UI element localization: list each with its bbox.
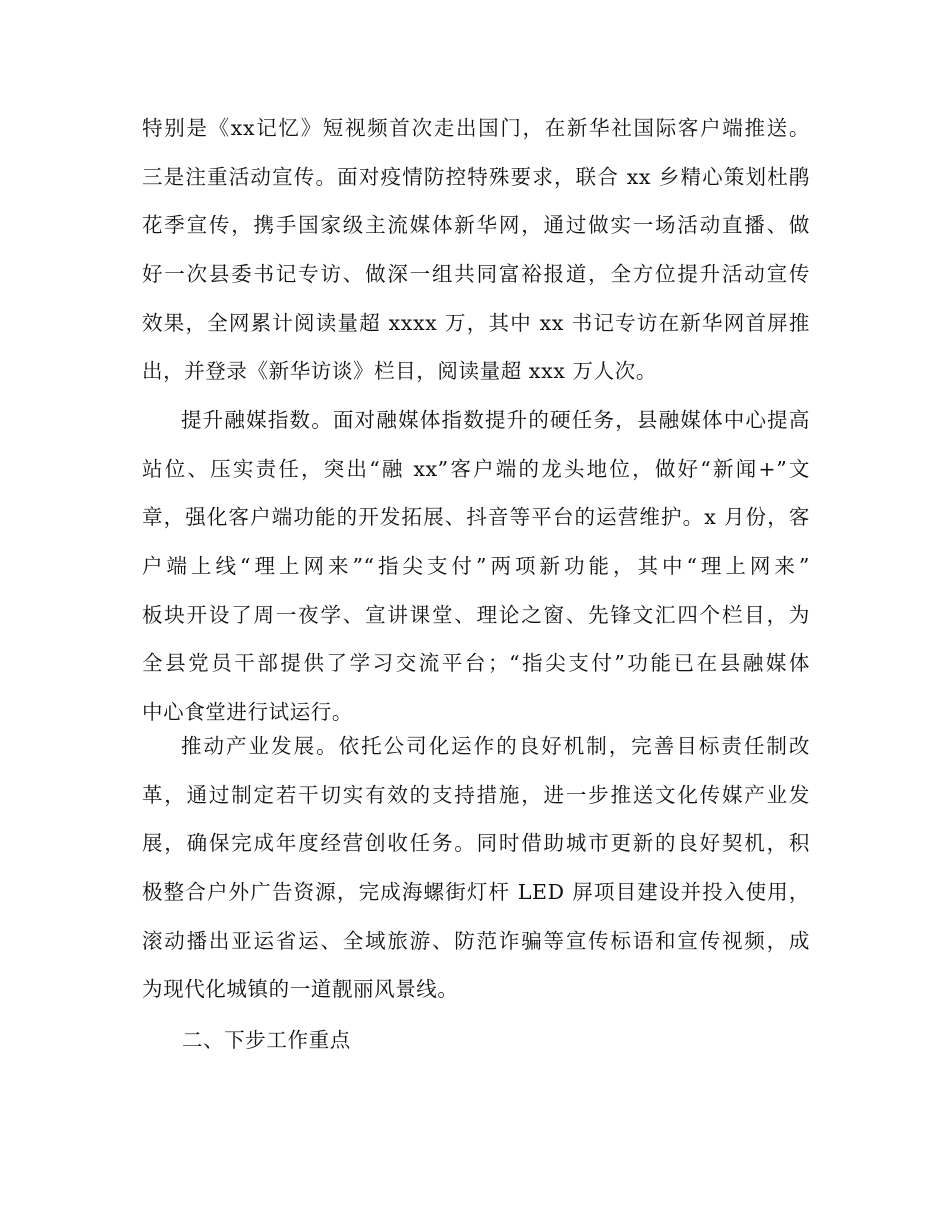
paragraph-industry: [142, 722, 810, 1014]
text-line: 出，并登录《新华访谈》栏目，阅读量超 xxx 万人次。: [142, 359, 657, 384]
text-line: 滚动播出亚运省运、全域旅游、防范诈骗等宣传标语和宣传视频，成: [142, 928, 810, 953]
text-line: 为现代化城镇的一道靓丽风景线。: [142, 977, 459, 1002]
text-line: 板块开设了周一夜学、宣讲课堂、理论之窗、先锋文汇四个栏目，为: [142, 602, 810, 627]
text-line: 三是注重活动宣传。面对疫情防控特殊要求，联合 xx 乡精心策划杜鹃: [142, 164, 810, 189]
text-line: 革，通过制定若干切实有效的支持措施，进一步推送文化传媒产业发: [142, 782, 810, 807]
paragraph-media-index: [142, 396, 810, 737]
text-line: 展，确保完成年度经营创收任务。同时借助城市更新的良好契机，积: [142, 831, 810, 856]
text-line: 好一次县委书记专访、做深一组共同富裕报道，全方位提升活动宣传: [142, 262, 810, 287]
text-line: 户端上线“理上网来”“指尖支付”两项新功能，其中“理上网来”: [142, 554, 810, 579]
text-line: 提升融媒指数。面对融媒体指数提升的硬任务，县融媒体中心提高: [181, 408, 810, 432]
text-line: 推动产业发展。依托公司化运作的良好机制，完善目标责任制改: [181, 734, 810, 758]
paragraph-publicity: [142, 104, 810, 396]
text-line: 特别是《xx记忆》短视频首次走出国门，在新华社国际客户端推送。: [142, 116, 810, 140]
text-line: 花季宣传，携手国家级主流媒体新华网，通过做实一场活动直播、做: [142, 213, 810, 238]
text-line: 全县党员干部提供了学习交流平台；“指尖支付”功能已在县融媒体: [142, 651, 810, 676]
text-line: 中心食堂进行试运行。: [142, 700, 353, 725]
text-line: 极整合户外广告资源，完成海螺街灯杆 LED 屏项目建设并投入使用，: [142, 880, 810, 905]
section-heading: 二、下步工作重点: [182, 1028, 351, 1052]
text-line: 章，强化客户端功能的开发拓展、抖音等平台的运营维护。x 月份，客: [142, 505, 810, 530]
text-line: 站位、压实责任，突出“融 xx”客户端的龙头地位，做好“新闻+”文: [142, 456, 810, 481]
text-line: 效果，全网累计阅读量超 xxxx 万，其中 xx 书记专访在新华网首屏推: [142, 310, 810, 335]
